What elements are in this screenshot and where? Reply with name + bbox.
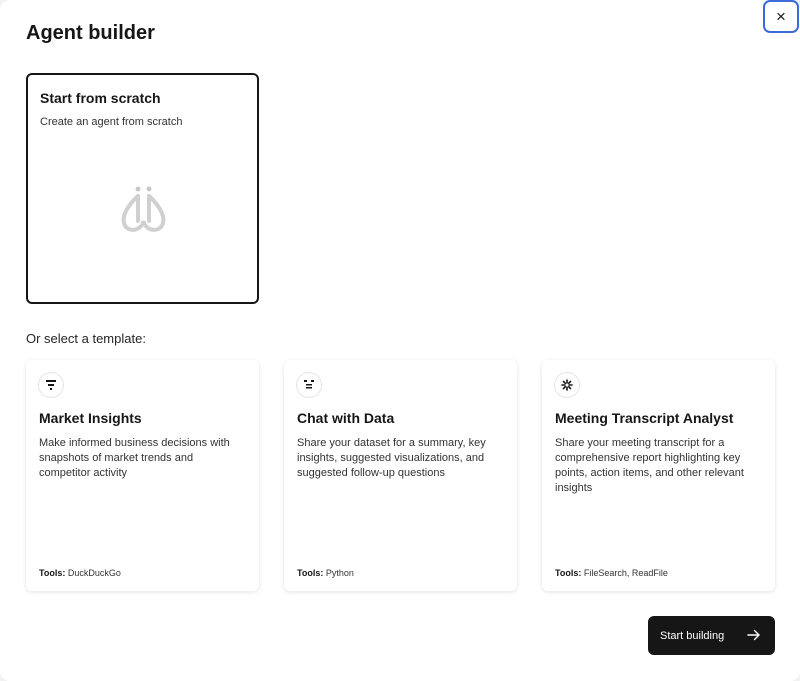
start-building-button[interactable]	[648, 616, 775, 655]
chat-data-icon	[303, 379, 315, 391]
agent-logo-icon	[118, 183, 170, 235]
transcript-icon	[561, 379, 573, 391]
close-icon: ×	[776, 6, 786, 26]
tools-label: Tools:	[297, 568, 324, 578]
template-title: Chat with Data	[297, 410, 395, 426]
template-tools	[555, 568, 668, 578]
tools-label: Tools:	[555, 568, 582, 578]
template-title: Market Insights	[39, 410, 142, 426]
tools-value: FileSearch, ReadFile	[583, 568, 668, 578]
filter-icon	[45, 379, 57, 391]
template-title: Meeting Transcript Analyst	[555, 410, 734, 426]
tools-value: DuckDuckGo	[67, 568, 121, 578]
template-description: Make informed business decisions with snapshots of market trends and competitor activity	[39, 437, 230, 479]
template-card-meeting-transcript-analyst[interactable]	[542, 360, 775, 591]
template-description: Share your dataset for a summary, key insights, suggested visualizations, and suggested follow-up questions	[297, 437, 486, 479]
templates-heading: Or select a template:	[26, 331, 146, 346]
close-button[interactable]	[763, 0, 799, 33]
start-building-label: Start building	[660, 629, 725, 642]
template-tools	[39, 568, 121, 578]
tools-label: Tools:	[39, 568, 66, 578]
template-card-market-insights[interactable]	[26, 360, 259, 591]
template-description: Share your meeting transcript for a comprehensive report highlighting key points, action items, and other relevant insights	[555, 437, 744, 494]
arrow-right-icon	[747, 626, 761, 644]
template-card-chat-with-data[interactable]	[284, 360, 517, 591]
start-from-scratch-card[interactable]	[26, 73, 259, 304]
template-tools	[297, 568, 354, 578]
dialog-title: Agent builder	[26, 22, 155, 44]
scratch-card-description: Create an agent from scratch	[40, 116, 183, 128]
scratch-card-title: Start from scratch	[40, 90, 161, 106]
tools-value: Python	[325, 568, 354, 578]
